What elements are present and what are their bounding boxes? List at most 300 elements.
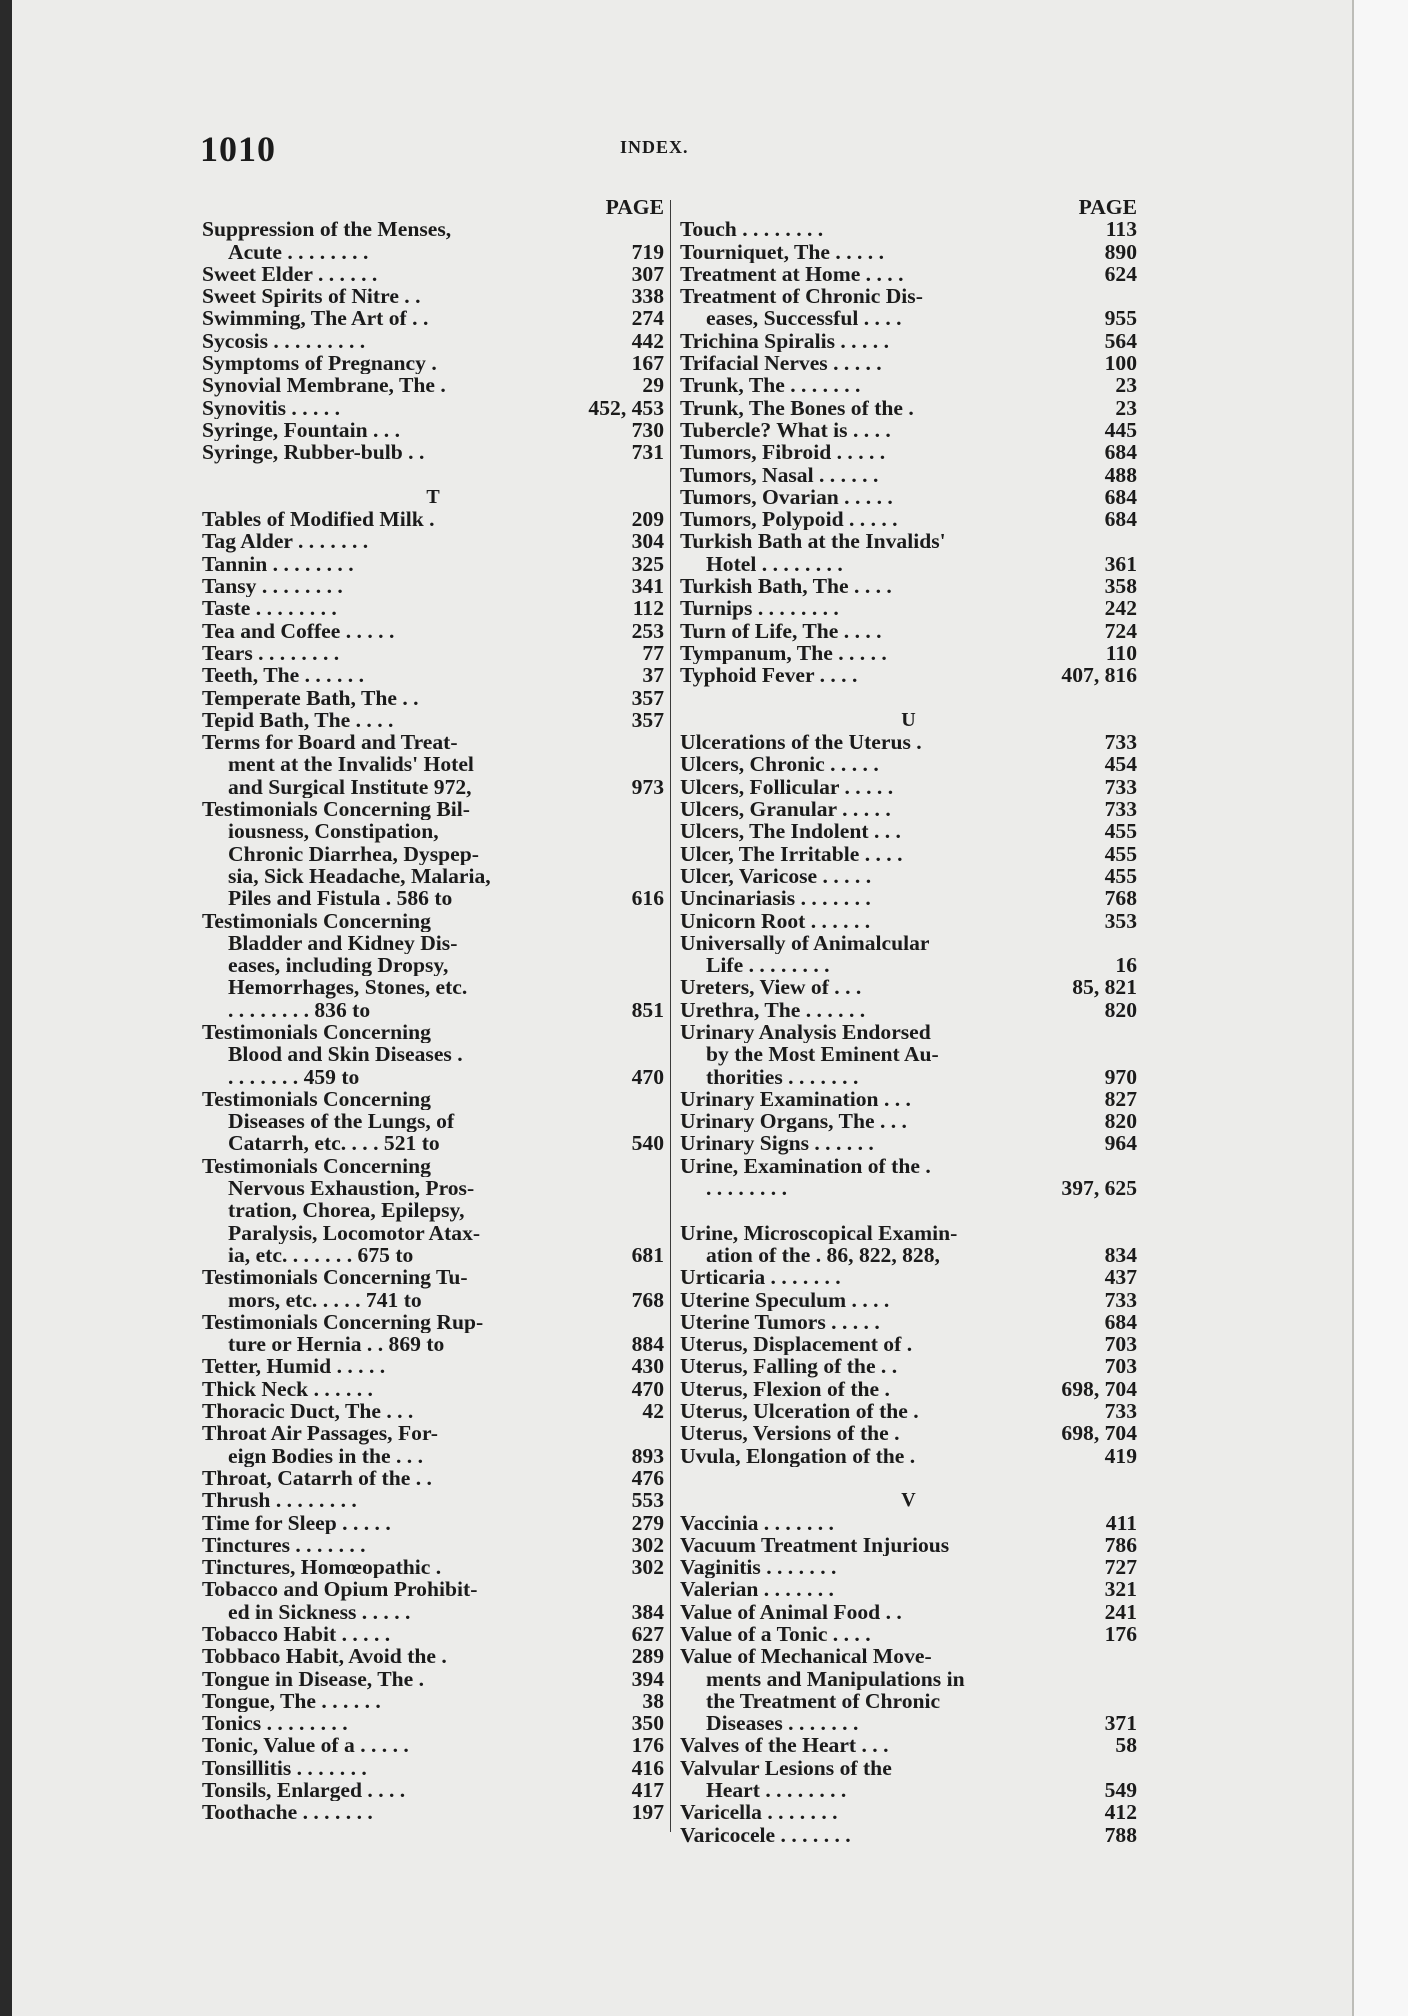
index-entry bbox=[202, 1690, 664, 1712]
page-reference: 371 bbox=[1104, 1711, 1137, 1736]
index-entry bbox=[680, 820, 1137, 842]
index-entry bbox=[680, 620, 1137, 642]
page-reference: 731 bbox=[631, 440, 664, 465]
page-reference: 384 bbox=[631, 1599, 664, 1624]
index-term: Hemorrhages, Stones, etc. bbox=[228, 976, 468, 999]
index-entry bbox=[680, 1578, 1137, 1600]
index-entry bbox=[202, 1021, 664, 1088]
index-entry-line bbox=[202, 1601, 664, 1623]
index-term: Trunk, The Bones of the . bbox=[680, 396, 914, 419]
page-reference: 176 bbox=[631, 1733, 664, 1758]
index-term: Toothache . . . . . . . bbox=[202, 1801, 373, 1824]
page-reference: 684 bbox=[1104, 440, 1137, 465]
index-entry bbox=[680, 1378, 1137, 1400]
index-term: Value of Animal Food . . bbox=[680, 1600, 902, 1623]
index-entry-line bbox=[202, 352, 664, 374]
index-entry-line bbox=[680, 1668, 1137, 1690]
index-entry-line bbox=[202, 1333, 664, 1355]
index-entry-line bbox=[202, 664, 664, 686]
index-entry bbox=[202, 1578, 664, 1623]
index-term: Teeth, The . . . . . . bbox=[202, 664, 364, 687]
page-reference: 834 bbox=[1104, 1242, 1137, 1267]
index-entry-line bbox=[680, 464, 1137, 486]
index-term: Synovial Membrane, The . bbox=[202, 374, 446, 397]
index-term: Thick Neck . . . . . . bbox=[202, 1377, 373, 1401]
index-term: . . . . . . . . 836 to bbox=[228, 998, 371, 1021]
page-number: 1010 bbox=[200, 129, 276, 169]
index-term: Urinary Analysis Endorsed bbox=[680, 1020, 931, 1044]
page-edge bbox=[1352, 0, 1408, 2016]
index-entry-line bbox=[680, 530, 1137, 552]
index-term: ment at the Invalids' Hotel bbox=[228, 753, 474, 776]
page-reference: 970 bbox=[1104, 1064, 1137, 1089]
index-entry bbox=[680, 508, 1137, 530]
page-reference: 253 bbox=[631, 618, 664, 643]
index-entry-line bbox=[680, 1355, 1137, 1377]
page-reference: 768 bbox=[1104, 886, 1137, 911]
index-term: Tumors, Nasal . . . . . . bbox=[680, 463, 879, 486]
page-reference: 964 bbox=[1104, 1131, 1137, 1156]
index-entry-line bbox=[202, 1489, 664, 1511]
index-entry-line bbox=[680, 1601, 1137, 1623]
index-entry bbox=[680, 397, 1137, 419]
index-entry bbox=[680, 1534, 1137, 1556]
page-reference: 307 bbox=[631, 261, 664, 286]
index-term: ia, etc. . . . . . . 675 to bbox=[228, 1243, 414, 1267]
page-reference: 454 bbox=[1104, 752, 1137, 777]
index-entry bbox=[202, 530, 664, 552]
page-reference: 42 bbox=[642, 1399, 664, 1424]
index-entry-line bbox=[680, 1422, 1137, 1444]
index-entry-line bbox=[202, 865, 664, 887]
index-entry bbox=[680, 1400, 1137, 1422]
index-entry-line bbox=[202, 1645, 664, 1667]
section-letter: V bbox=[901, 1488, 916, 1511]
index-entry bbox=[680, 1422, 1137, 1444]
index-entry bbox=[202, 1779, 664, 1801]
index-entry-line bbox=[680, 1311, 1137, 1333]
index-entry-line bbox=[202, 508, 664, 530]
index-entry-line bbox=[680, 419, 1137, 441]
index-term: the Treatment of Chronic bbox=[706, 1689, 941, 1713]
book-spine-shadow bbox=[0, 0, 12, 2016]
index-entry-line bbox=[680, 1132, 1137, 1154]
index-term: Uterus, Flexion of the . bbox=[680, 1377, 890, 1401]
index-term: Ulcer, Varicose . . . . . bbox=[680, 864, 872, 888]
index-column-left bbox=[202, 196, 664, 1824]
index-term: Tonsillitis . . . . . . . bbox=[202, 1756, 367, 1780]
index-entry-line bbox=[202, 642, 664, 664]
index-entry bbox=[680, 419, 1137, 441]
index-term: Paralysis, Locomotor Atax- bbox=[228, 1221, 481, 1244]
index-term: Thoracic Duct, The . . . bbox=[202, 1400, 414, 1423]
index-entry-line bbox=[680, 1578, 1137, 1600]
index-term: Bladder and Kidney Dis- bbox=[228, 931, 458, 955]
page-reference: 719 bbox=[631, 239, 664, 264]
index-entry bbox=[680, 910, 1137, 932]
index-entry-line bbox=[202, 1088, 664, 1110]
index-entry-line bbox=[202, 1289, 664, 1311]
index-entry bbox=[680, 352, 1137, 374]
index-entry bbox=[202, 731, 664, 798]
index-entry-line bbox=[202, 1021, 664, 1043]
index-entry-line bbox=[202, 1155, 664, 1177]
section-letter: T bbox=[426, 485, 440, 508]
page-reference: 616 bbox=[631, 886, 664, 911]
page-reference: 112 bbox=[632, 596, 664, 621]
index-entry-line bbox=[680, 820, 1137, 842]
index-term: Uterus, Falling of the . . bbox=[680, 1355, 898, 1378]
page-reference: 820 bbox=[1104, 1109, 1137, 1134]
index-term: Urine, Examination of the . bbox=[680, 1154, 931, 1178]
index-entry-line bbox=[680, 307, 1137, 329]
page-reference: 455 bbox=[1104, 863, 1137, 888]
index-term: Ulcers, The Indolent . . . bbox=[680, 820, 901, 843]
index-entry-line bbox=[680, 330, 1137, 352]
index-term: Typhoid Fever . . . . bbox=[680, 664, 858, 687]
page-reference: 470 bbox=[631, 1376, 664, 1401]
index-term: Testimonials Concerning Bil- bbox=[202, 798, 470, 821]
index-entry-line bbox=[202, 1266, 664, 1288]
page-reference: 488 bbox=[1104, 462, 1137, 487]
page-reference: 768 bbox=[631, 1287, 664, 1312]
index-entry-line bbox=[202, 731, 664, 753]
index-term: Sweet Elder . . . . . . bbox=[202, 262, 378, 286]
index-entry-line bbox=[680, 1400, 1137, 1422]
page-reference: 29 bbox=[642, 373, 664, 398]
index-term: Tobacco and Opium Prohibit- bbox=[202, 1578, 478, 1601]
index-entry-line bbox=[202, 1534, 664, 1556]
page-reference: 627 bbox=[631, 1622, 664, 1646]
index-entry bbox=[680, 976, 1137, 998]
page-reference: 442 bbox=[631, 328, 664, 353]
index-entry-line bbox=[202, 1512, 664, 1534]
index-entry-line bbox=[680, 1534, 1137, 1556]
page-reference: 412 bbox=[1104, 1800, 1137, 1825]
index-entry bbox=[202, 1712, 664, 1734]
page-reference: 197 bbox=[631, 1800, 664, 1825]
index-entry-line bbox=[202, 1110, 664, 1132]
index-term: Uterine Tumors . . . . . bbox=[680, 1310, 880, 1334]
index-term: Tables of Modified Milk . bbox=[202, 508, 435, 531]
page-reference: 358 bbox=[1104, 574, 1137, 599]
index-term: Testimonials Concerning bbox=[202, 909, 431, 932]
index-term: ation of the . 86, 822, 828, bbox=[706, 1243, 940, 1267]
index-term: Throat, Catarrh of the . . bbox=[202, 1466, 432, 1490]
index-term: Tonsils, Enlarged . . . . bbox=[202, 1779, 406, 1802]
index-term: Life . . . . . . . . bbox=[706, 954, 830, 977]
index-term: Syringe, Fountain . . . bbox=[202, 418, 400, 442]
page-reference: 407, 816 bbox=[1061, 663, 1137, 688]
page-reference: 445 bbox=[1104, 417, 1137, 442]
index-entry bbox=[680, 241, 1137, 263]
index-entry-line bbox=[680, 1779, 1137, 1801]
index-entry-line bbox=[202, 1734, 664, 1756]
index-term: Testimonials Concerning bbox=[202, 1087, 431, 1111]
index-entry bbox=[202, 553, 664, 575]
index-entry-line bbox=[680, 263, 1137, 285]
index-entry-line bbox=[680, 1690, 1137, 1712]
index-entry-line bbox=[202, 1623, 664, 1645]
page-column-label: PAGE bbox=[605, 195, 664, 219]
index-term: Acute . . . . . . . . bbox=[228, 240, 369, 263]
index-term: Uterine Speculum . . . . bbox=[680, 1288, 890, 1311]
index-term: Tympanum, The . . . . . bbox=[680, 641, 887, 665]
index-entry-line bbox=[202, 241, 664, 263]
index-entry-line bbox=[202, 1378, 664, 1400]
index-entry bbox=[680, 776, 1137, 798]
index-term: Urinary Examination . . . bbox=[680, 1087, 911, 1111]
page-reference: 851 bbox=[631, 997, 664, 1022]
index-entry-line bbox=[680, 486, 1137, 508]
index-entry bbox=[202, 642, 664, 664]
page-reference: 698, 704 bbox=[1061, 1376, 1137, 1401]
index-entry bbox=[680, 374, 1137, 396]
index-term: Vaccinia . . . . . . . bbox=[680, 1511, 834, 1534]
page-reference: 733 bbox=[1104, 797, 1137, 822]
index-term: Tepid Bath, The . . . . bbox=[202, 708, 394, 732]
page-reference: 353 bbox=[1104, 908, 1137, 933]
index-term: Value of Mechanical Move- bbox=[680, 1645, 932, 1668]
page-reference: 890 bbox=[1104, 239, 1137, 264]
index-entry bbox=[680, 575, 1137, 597]
index-entry bbox=[680, 1222, 1137, 1267]
page-reference: 77 bbox=[642, 640, 664, 665]
index-term: Tourniquet, The . . . . . bbox=[680, 240, 885, 263]
index-entry bbox=[680, 1757, 1137, 1802]
index-entry bbox=[680, 1601, 1137, 1623]
page-reference: 361 bbox=[1104, 551, 1137, 576]
index-entry-line bbox=[680, 731, 1137, 753]
index-entry bbox=[680, 464, 1137, 486]
index-entry-line bbox=[202, 419, 664, 441]
page-reference: 397, 625 bbox=[1061, 1176, 1137, 1201]
index-entry-line bbox=[202, 887, 664, 909]
index-entry-line bbox=[680, 1155, 1137, 1177]
index-entry-line bbox=[202, 1801, 664, 1823]
index-term: Varicocele . . . . . . . bbox=[680, 1823, 851, 1846]
index-term: Tannin . . . . . . . . bbox=[202, 552, 354, 576]
index-term: Tongue in Disease, The . bbox=[202, 1667, 424, 1690]
index-term: Hotel . . . . . . . . bbox=[706, 552, 843, 576]
index-term: Ulcer, The Irritable . . . . bbox=[680, 842, 903, 865]
index-entry-line bbox=[202, 776, 664, 798]
index-entry-line bbox=[202, 1355, 664, 1377]
index-entry bbox=[680, 642, 1137, 664]
index-entry-line bbox=[202, 553, 664, 575]
index-entry bbox=[202, 1489, 664, 1511]
index-term: Turnips . . . . . . . . bbox=[680, 597, 839, 620]
index-column-right bbox=[680, 196, 1137, 1846]
index-entry-line bbox=[680, 642, 1137, 664]
index-entry-line bbox=[202, 1177, 664, 1199]
page-reference: 724 bbox=[1104, 618, 1137, 643]
page-reference: 698, 704 bbox=[1061, 1421, 1137, 1446]
page-reference: 416 bbox=[631, 1755, 664, 1780]
index-entry bbox=[202, 1645, 664, 1667]
index-entry bbox=[202, 1378, 664, 1400]
index-entry bbox=[680, 330, 1137, 352]
index-entry bbox=[202, 1534, 664, 1556]
index-entry-line bbox=[680, 753, 1137, 775]
page-reference: 357 bbox=[631, 707, 664, 732]
index-entry bbox=[680, 1355, 1137, 1377]
page-reference: 167 bbox=[631, 351, 664, 376]
page-reference: 417 bbox=[631, 1778, 664, 1803]
page-reference: 540 bbox=[631, 1131, 664, 1156]
index-term: Valerian . . . . . . . bbox=[680, 1578, 834, 1601]
index-entry bbox=[680, 753, 1137, 775]
index-entry bbox=[202, 1757, 664, 1779]
index-entry bbox=[680, 1445, 1137, 1467]
page-reference: 85, 821 bbox=[1072, 975, 1137, 1000]
index-entry-line bbox=[680, 352, 1137, 374]
index-entry-line bbox=[202, 1779, 664, 1801]
index-entry bbox=[202, 218, 664, 263]
index-entry bbox=[680, 1824, 1137, 1846]
index-term: Tobacco Habit . . . . . bbox=[202, 1623, 391, 1646]
index-entry-line bbox=[202, 374, 664, 396]
page-reference: 703 bbox=[1104, 1354, 1137, 1379]
index-entry-line bbox=[680, 1445, 1137, 1467]
index-entry bbox=[680, 1266, 1137, 1288]
index-term: Treatment at Home . . . . bbox=[680, 262, 904, 286]
page-reference: 325 bbox=[631, 551, 664, 576]
index-term: Touch . . . . . . . . bbox=[680, 218, 824, 241]
index-entry-line bbox=[202, 999, 664, 1021]
index-entry bbox=[202, 397, 664, 419]
page-reference: 470 bbox=[631, 1064, 664, 1089]
index-term: Turkish Bath at the Invalids' bbox=[680, 530, 946, 553]
page-reference: 455 bbox=[1104, 841, 1137, 866]
page-reference: 242 bbox=[1104, 596, 1137, 621]
index-term: Tea and Coffee . . . . . bbox=[202, 619, 395, 642]
index-entry-line bbox=[202, 843, 664, 865]
index-entry-line bbox=[202, 597, 664, 619]
page-reference: 38 bbox=[642, 1688, 664, 1713]
index-entry bbox=[202, 1422, 664, 1467]
index-entry bbox=[680, 932, 1137, 977]
index-entry-line bbox=[680, 1757, 1137, 1779]
index-entry-line bbox=[202, 1668, 664, 1690]
index-term: Trichina Spiralis . . . . . bbox=[680, 329, 889, 353]
page-reference: 411 bbox=[1105, 1510, 1137, 1535]
index-entry bbox=[202, 664, 664, 686]
index-entry bbox=[680, 664, 1137, 686]
index-entry-line bbox=[680, 620, 1137, 642]
index-entry-line bbox=[680, 508, 1137, 530]
page-reference: 730 bbox=[631, 417, 664, 442]
page-reference: 419 bbox=[1104, 1443, 1137, 1468]
page-reference: 684 bbox=[1104, 507, 1137, 532]
page-reference: 37 bbox=[642, 663, 664, 688]
index-term: Turn of Life, The . . . . bbox=[680, 619, 882, 642]
index-entry-line bbox=[202, 575, 664, 597]
index-entry bbox=[680, 999, 1137, 1021]
index-entry bbox=[202, 1668, 664, 1690]
index-term: Syringe, Rubber-bulb . . bbox=[202, 441, 425, 464]
index-term: Symptoms of Pregnancy . bbox=[202, 352, 437, 375]
index-term: Tumors, Fibroid . . . . . bbox=[680, 441, 886, 464]
page-reference: 321 bbox=[1104, 1577, 1137, 1602]
index-entry-line bbox=[680, 776, 1137, 798]
index-term: tration, Chorea, Epilepsy, bbox=[228, 1199, 465, 1222]
index-term: Ulcers, Follicular . . . . . bbox=[680, 775, 894, 799]
index-term: Ulcers, Granular . . . . . bbox=[680, 798, 891, 821]
index-entry bbox=[202, 687, 664, 709]
page-reference: 279 bbox=[631, 1510, 664, 1535]
index-entry bbox=[680, 530, 1137, 575]
index-entry-line bbox=[680, 1623, 1137, 1645]
index-entry bbox=[202, 1155, 664, 1266]
index-term: Tinctures, Homœopathic . bbox=[202, 1556, 442, 1579]
page-reference: 23 bbox=[1115, 395, 1137, 420]
page-reference: 176 bbox=[1104, 1622, 1137, 1646]
index-term: Vacuum Treatment Injurious bbox=[680, 1533, 950, 1557]
index-entry-line bbox=[202, 1690, 664, 1712]
index-entry bbox=[680, 1311, 1137, 1333]
index-entry-line bbox=[202, 1199, 664, 1221]
page-reference: 16 bbox=[1115, 953, 1137, 978]
page-reference: 681 bbox=[631, 1242, 664, 1267]
page-reference: 23 bbox=[1115, 373, 1137, 398]
page-reference: 302 bbox=[631, 1532, 664, 1557]
index-term: Unicorn Root . . . . . . bbox=[680, 909, 871, 932]
index-entry-line bbox=[680, 1289, 1137, 1311]
index-entry bbox=[680, 1801, 1137, 1823]
index-term: and Surgical Institute 972, bbox=[228, 775, 472, 799]
index-entry-line bbox=[202, 1132, 664, 1154]
index-term: Uterus, Versions of the . bbox=[680, 1422, 900, 1445]
index-term: Universally of Animalcular bbox=[680, 931, 930, 955]
index-term: Ureters, View of . . . bbox=[680, 976, 862, 999]
index-term: Uncinariasis . . . . . . . bbox=[680, 887, 871, 910]
index-entry bbox=[680, 1645, 1137, 1734]
index-entry-line bbox=[202, 1311, 664, 1333]
index-entry-line bbox=[202, 1066, 664, 1088]
index-term: Heart . . . . . . . . bbox=[706, 1779, 847, 1802]
index-entry-line bbox=[202, 441, 664, 463]
index-term: Uvula, Elongation of the . bbox=[680, 1444, 916, 1467]
index-entry bbox=[202, 1467, 664, 1489]
index-entry bbox=[202, 1311, 664, 1356]
index-term: Ulcerations of the Uterus . bbox=[680, 731, 922, 754]
index-term: Sweet Spirits of Nitre . . bbox=[202, 285, 421, 308]
index-entry bbox=[202, 1400, 664, 1422]
page-reference: 820 bbox=[1104, 997, 1137, 1022]
index-term: Trifacial Nerves . . . . . bbox=[680, 352, 882, 375]
index-term: Tumors, Ovarian . . . . . bbox=[680, 485, 893, 509]
page-reference: 209 bbox=[631, 507, 664, 532]
index-entry-line bbox=[202, 1422, 664, 1444]
index-entry-line bbox=[202, 263, 664, 285]
index-term: Nervous Exhaustion, Pros- bbox=[228, 1177, 475, 1200]
index-term: Turkish Bath, The . . . . bbox=[680, 575, 892, 598]
index-term: Tonics . . . . . . . . bbox=[202, 1712, 348, 1735]
index-entry-line bbox=[202, 1757, 664, 1779]
index-entry-line bbox=[680, 575, 1137, 597]
page-reference: 703 bbox=[1104, 1332, 1137, 1357]
index-entry bbox=[202, 620, 664, 642]
index-entry-line bbox=[680, 1177, 1137, 1199]
section-letter: U bbox=[901, 708, 916, 731]
index-entry-line bbox=[680, 999, 1137, 1021]
index-entry bbox=[680, 1556, 1137, 1578]
index-term: Urinary Signs . . . . . . bbox=[680, 1132, 874, 1155]
index-entry bbox=[680, 263, 1137, 285]
index-term: Tobbaco Habit, Avoid the . bbox=[202, 1645, 447, 1668]
index-term: Uterus, Displacement of . bbox=[680, 1333, 913, 1356]
